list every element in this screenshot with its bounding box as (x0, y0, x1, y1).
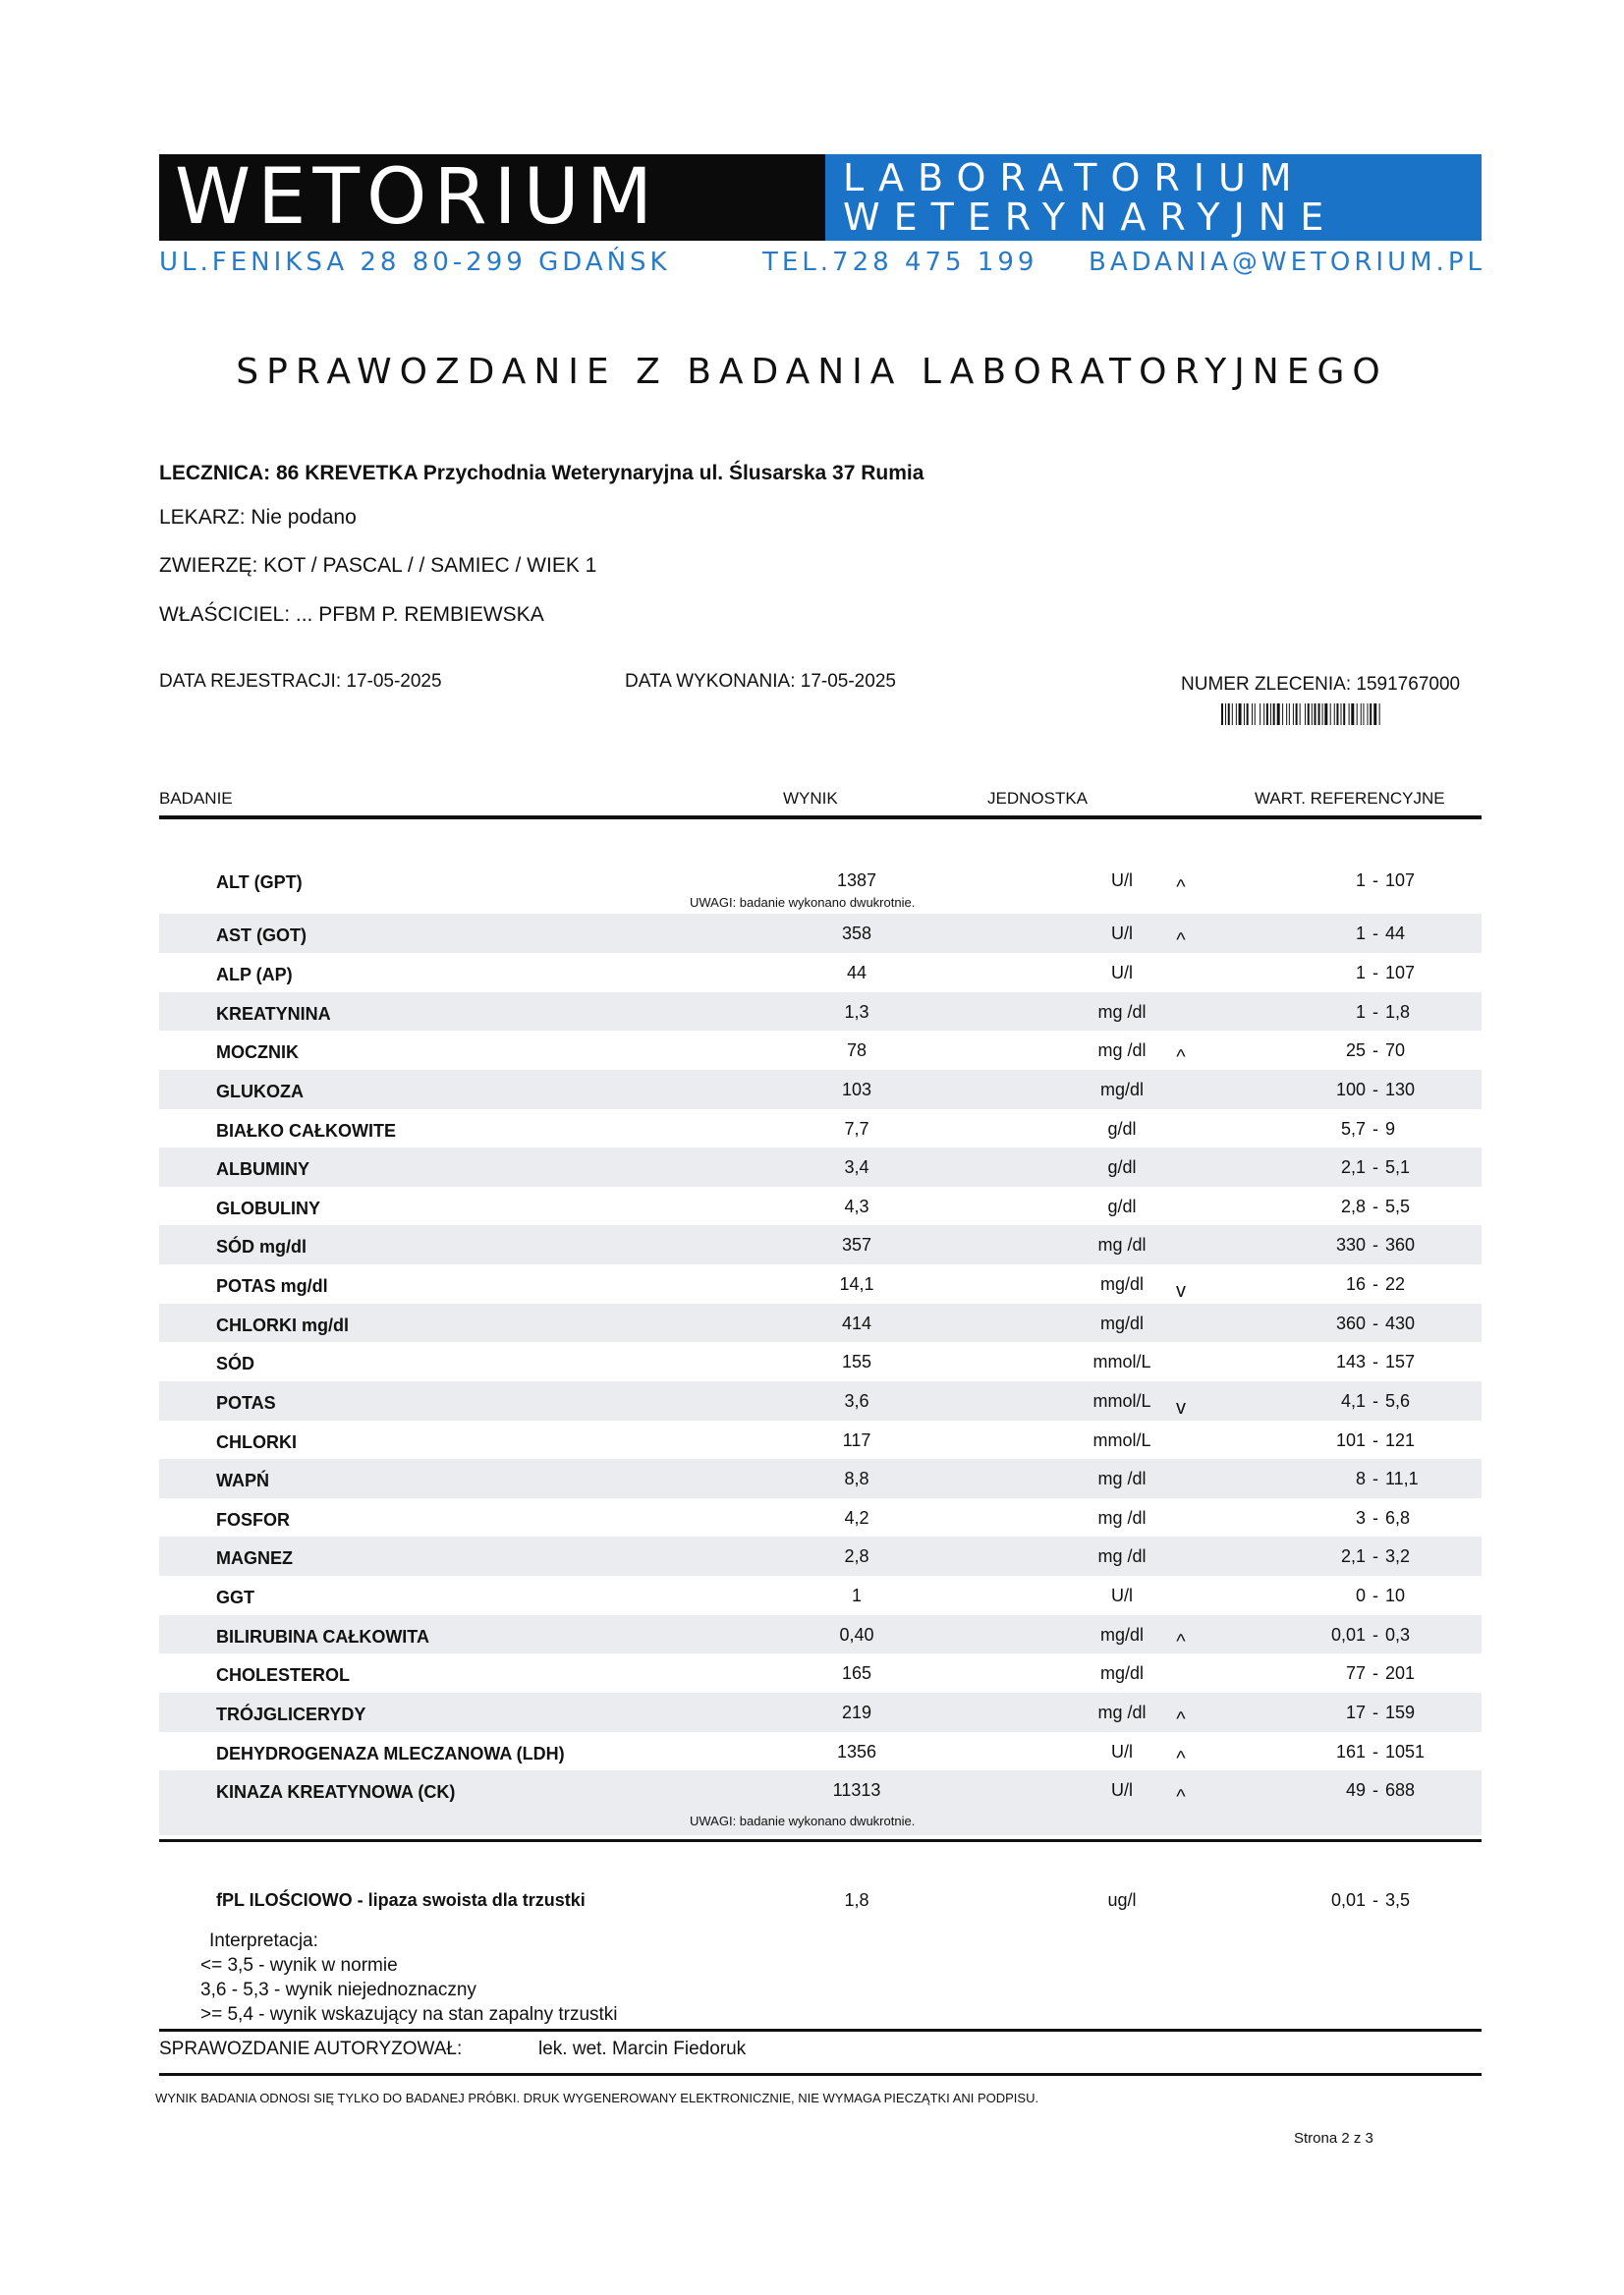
clinic-line (159, 462, 924, 485)
ref-dash: - (1372, 1546, 1378, 1566)
result-value: 44 (846, 963, 868, 982)
table-row (159, 1109, 1482, 1148)
ref-low: 161 (1335, 1742, 1366, 1762)
test-name: POTAS (216, 1393, 276, 1413)
result-unit: mg /dl (1097, 1546, 1147, 1566)
ref-high: 159 (1385, 1703, 1416, 1722)
test-name: MOCZNIK (216, 1042, 299, 1062)
ref-dash: - (1372, 1469, 1378, 1488)
result-value: 2,8 (844, 1546, 869, 1566)
ref-high: 107 (1385, 963, 1416, 982)
phone: TEL.728 475 199 (762, 248, 1038, 277)
header-unit: JEDNOSTKA (987, 789, 1089, 808)
ref-low: 0,01 (1330, 1625, 1366, 1645)
table-row (159, 1770, 1482, 1835)
fpl-ref-hi: 3,5 (1385, 1890, 1411, 1910)
test-name: DEHYDROGENAZA MLECZANOWA (LDH) (216, 1744, 565, 1763)
result-unit: mg/dl (1099, 1080, 1144, 1099)
test-name: ALBUMINY (216, 1159, 309, 1179)
result-value: 1 (851, 1586, 862, 1605)
ref-high: 44 (1385, 924, 1406, 943)
ref-dash: - (1372, 1663, 1378, 1683)
result-unit: U/l (1111, 924, 1133, 943)
test-name: SÓD (216, 1354, 255, 1373)
ref-low: 16 (1345, 1274, 1366, 1294)
report-title: SPRAWOZDANIE Z BADANIA LABORATORYJNEGO (236, 352, 1388, 392)
ref-dash: - (1372, 924, 1378, 943)
result-unit: mmol/L (1092, 1352, 1151, 1371)
owner-line: WŁAŚCICIEL: ... PFBM P. REMBIEWSKA (159, 603, 544, 626)
fpl-value: 1,8 (844, 1890, 869, 1910)
table-row (159, 1421, 1482, 1459)
ref-dash: - (1372, 1314, 1378, 1333)
test-name: TRÓJGLICERYDY (216, 1705, 366, 1724)
test-name: ALP (AP) (216, 965, 293, 984)
ref-dash: - (1372, 1040, 1378, 1060)
ref-low: 0 (1355, 1586, 1366, 1605)
registration-date: DATA REJESTRACJI: 17-05-2025 (159, 671, 442, 692)
table-row (159, 992, 1482, 1031)
interpretation-title: Interpretacja: (209, 1931, 318, 1951)
table-row (159, 1264, 1482, 1304)
table-row (159, 914, 1482, 953)
test-name: CHOLESTEROL (216, 1665, 351, 1685)
ref-low: 17 (1345, 1703, 1366, 1722)
ref-high: 10 (1385, 1586, 1406, 1605)
interpretation-block (200, 1929, 618, 2027)
test-name: KINAZA KREATYNOWA (CK) (216, 1782, 456, 1802)
result-unit: g/dl (1107, 1197, 1137, 1216)
ref-low: 8 (1355, 1469, 1366, 1488)
result-value: 357 (841, 1235, 872, 1255)
clinic-label: LECZNICA: (159, 462, 271, 484)
authorization-top-rule (159, 2029, 1482, 2032)
result-value: 14,1 (839, 1274, 874, 1294)
ref-high: 70 (1385, 1040, 1406, 1060)
interpretation-line: <= 3,5 - wynik w normie (200, 1955, 398, 1976)
result-unit: U/l (1111, 963, 1133, 982)
test-name: GGT (216, 1588, 254, 1607)
fpl-unit: ug/l (1107, 1890, 1137, 1910)
ref-high: 9 (1385, 1119, 1396, 1139)
ref-low: 2,1 (1340, 1546, 1366, 1566)
ref-dash: - (1372, 1430, 1378, 1450)
barcode-icon (1221, 703, 1449, 725)
email: BADANIA@WETORIUM.PL (1089, 248, 1485, 277)
ref-low: 2,1 (1340, 1157, 1366, 1177)
result-unit: U/l (1111, 1742, 1133, 1762)
table-row (159, 953, 1482, 992)
table-row (159, 1031, 1482, 1070)
ref-dash: - (1372, 1352, 1378, 1371)
result-unit: mg/dl (1099, 1274, 1144, 1294)
test-name: GLUKOZA (216, 1082, 304, 1101)
ref-low: 4,1 (1340, 1391, 1366, 1411)
execution-date: DATA WYKONANIA: 17-05-2025 (625, 671, 896, 692)
ref-high: 130 (1385, 1080, 1416, 1099)
result-unit: mg/dl (1099, 1663, 1144, 1683)
result-unit: mg /dl (1097, 1703, 1147, 1722)
table-bottom-rule (159, 1839, 1482, 1842)
ref-high: 157 (1385, 1352, 1416, 1371)
ref-high: 0,3 (1385, 1625, 1411, 1645)
fpl-row (159, 1886, 1482, 1916)
result-value: 165 (841, 1663, 872, 1683)
result-value: 117 (842, 1430, 871, 1450)
header-rule (159, 815, 1482, 819)
authorizing-doctor: lek. wet. Marcin Fiedoruk (538, 2039, 747, 2059)
flag-high-icon: ^ (1176, 1748, 1186, 1769)
ref-high: 5,5 (1385, 1197, 1411, 1216)
flag-high-icon: ^ (1176, 1631, 1186, 1652)
ref-dash: - (1372, 1780, 1378, 1800)
result-value: 358 (841, 924, 872, 943)
logo-main-text: WETORIUM (175, 153, 660, 242)
result-value: 1,3 (844, 1002, 869, 1022)
test-name: BILIRUBINA CAŁKOWITA (216, 1627, 429, 1647)
logo-line2: WETERYNARYJNE (843, 196, 1338, 239)
test-name: POTAS mg/dl (216, 1276, 328, 1296)
ref-low: 25 (1345, 1040, 1366, 1060)
flag-low-icon: v (1176, 1397, 1186, 1419)
result-value: 103 (841, 1080, 872, 1099)
result-unit: g/dl (1107, 1119, 1137, 1139)
clinic-value: 86 KREVETKA Przychodnia Weterynaryjna ul. Ślusarska 37 Rumia (276, 462, 924, 484)
test-name: SÓD mg/dl (216, 1237, 308, 1257)
ref-low: 100 (1335, 1080, 1366, 1099)
ref-low: 5,7 (1340, 1119, 1366, 1139)
ref-low: 330 (1335, 1235, 1366, 1255)
table-row (159, 1225, 1482, 1264)
ref-dash: - (1372, 1119, 1378, 1139)
result-value: 4,2 (844, 1508, 869, 1528)
result-value: 0,40 (839, 1625, 874, 1645)
result-unit: g/dl (1107, 1157, 1137, 1177)
authorization-label: SPRAWOZDANIE AUTORYZOWAŁ: (159, 2039, 463, 2059)
test-name: AST (GOT) (216, 925, 307, 945)
ref-dash: - (1372, 1235, 1378, 1255)
test-name: CHLORKI mg/dl (216, 1315, 349, 1335)
table-row (159, 1342, 1482, 1381)
row-note: UWAGI: badanie wykonano dwukrotnie. (690, 895, 916, 910)
logo-wetorium (159, 154, 825, 241)
test-name: MAGNEZ (216, 1548, 293, 1568)
result-unit: mg /dl (1097, 1508, 1147, 1528)
test-name: BIAŁKO CAŁKOWITE (216, 1121, 396, 1141)
doctor-line: LEKARZ: Nie podano (159, 506, 357, 529)
ref-high: 430 (1385, 1314, 1416, 1333)
table-row (159, 1459, 1482, 1498)
flag-high-icon: ^ (1176, 1708, 1186, 1730)
result-value: 4,3 (844, 1197, 869, 1216)
ref-dash: - (1372, 1002, 1378, 1022)
result-value: 7,7 (844, 1119, 869, 1139)
table-row (159, 1148, 1482, 1187)
ref-low: 101 (1335, 1430, 1366, 1450)
table-row (159, 1498, 1482, 1537)
test-name: KREATYNINA (216, 1004, 331, 1024)
ref-high: 107 (1385, 870, 1416, 890)
ref-high: 11,1 (1385, 1469, 1419, 1488)
table-row (159, 1537, 1482, 1576)
order-number: NUMER ZLECENIA: 1591767000 (1181, 674, 1461, 695)
flag-low-icon: v (1176, 1280, 1186, 1302)
flag-high-icon: ^ (1176, 929, 1186, 951)
ref-dash: - (1372, 870, 1378, 890)
fpl-ref-lo: 0,01 (1330, 1890, 1366, 1910)
result-unit: U/l (1111, 1780, 1133, 1800)
result-unit: mg /dl (1097, 1040, 1147, 1060)
result-value: 78 (846, 1040, 868, 1060)
table-row (159, 859, 1482, 914)
ref-dash: - (1372, 1157, 1378, 1177)
flag-high-icon: ^ (1176, 1786, 1186, 1808)
ref-high: 3,2 (1385, 1546, 1411, 1566)
logo-laboratorium-block (825, 154, 1482, 241)
ref-low: 1 (1355, 1002, 1366, 1022)
header-reference: WART. REFERENCYJNE (1255, 789, 1445, 808)
ref-dash: - (1372, 1586, 1378, 1605)
ref-high: 5,1 (1385, 1157, 1411, 1177)
table-row (159, 1381, 1482, 1421)
result-unit: mg/dl (1099, 1625, 1144, 1645)
ref-high: 1,8 (1385, 1002, 1411, 1022)
table-row (159, 1693, 1482, 1732)
page-number: Strona 2 z 3 (1294, 2130, 1373, 2147)
ref-high: 121 (1385, 1430, 1416, 1450)
ref-low: 49 (1345, 1780, 1366, 1800)
result-value: 1356 (836, 1742, 877, 1762)
ref-low: 1 (1355, 870, 1366, 890)
fpl-ref-dash: - (1372, 1890, 1378, 1910)
test-name: ALT (GPT) (216, 872, 303, 892)
table-row (159, 1576, 1482, 1615)
authorization-bottom-rule (159, 2073, 1482, 2076)
result-unit: mmol/L (1092, 1391, 1151, 1411)
ref-dash: - (1372, 1625, 1378, 1645)
result-value: 3,4 (844, 1157, 869, 1177)
ref-low: 1 (1355, 924, 1366, 943)
ref-low: 77 (1345, 1663, 1366, 1683)
address: UL.FENIKSA 28 80-299 GDAŃSK (159, 248, 671, 277)
result-unit: mg /dl (1097, 1002, 1147, 1022)
test-name: WAPŃ (216, 1471, 269, 1490)
footer-note: WYNIK BADANIA ODNOSI SIĘ TYLKO DO BADANEJ PRÓBKI. DRUK WYGENEROWANY ELEKTRONICZNIE, NIE WYMAGA PIECZĄTKI ANI PODPISU. (155, 2091, 1039, 2105)
logo-line1: LABORATORIUM (843, 156, 1306, 199)
row-note: UWAGI: badanie wykonano dwukrotnie. (690, 1814, 916, 1828)
ref-high: 1051 (1385, 1742, 1426, 1762)
ref-dash: - (1372, 1274, 1378, 1294)
flag-high-icon: ^ (1176, 876, 1186, 898)
result-value: 219 (841, 1703, 872, 1722)
result-unit: mmol/L (1092, 1430, 1151, 1450)
result-unit: U/l (1111, 870, 1133, 890)
ref-high: 360 (1385, 1235, 1416, 1255)
result-unit: mg /dl (1097, 1469, 1147, 1488)
ref-dash: - (1372, 1391, 1378, 1411)
ref-dash: - (1372, 1080, 1378, 1099)
result-value: 8,8 (844, 1469, 869, 1488)
ref-dash: - (1372, 1508, 1378, 1528)
ref-low: 360 (1335, 1314, 1366, 1333)
result-value: 3,6 (844, 1391, 869, 1411)
table-row (159, 1304, 1482, 1342)
result-value: 414 (841, 1314, 872, 1333)
ref-low: 1 (1355, 963, 1366, 982)
ref-low: 3 (1355, 1508, 1366, 1528)
table-row (159, 1615, 1482, 1653)
ref-high: 22 (1385, 1274, 1406, 1294)
ref-dash: - (1372, 963, 1378, 982)
fpl-name: fPL ILOŚCIOWO - lipaza swoista dla trzustki (216, 1890, 586, 1910)
contact-bar (159, 248, 1485, 283)
ref-high: 6,8 (1385, 1508, 1411, 1528)
result-unit: mg/dl (1099, 1314, 1144, 1333)
result-value: 155 (841, 1352, 872, 1371)
table-row (159, 1070, 1482, 1109)
result-value: 1387 (836, 870, 877, 890)
result-unit: U/l (1111, 1586, 1133, 1605)
interpretation-line: >= 5,4 - wynik wskazujący na stan zapalny trzustki (200, 2004, 618, 2025)
result-value: 11313 (832, 1780, 881, 1800)
ref-dash: - (1372, 1703, 1378, 1722)
ref-low: 2,8 (1340, 1197, 1366, 1216)
table-row (159, 1732, 1482, 1770)
animal-line: ZWIERZĘ: KOT / PASCAL / / SAMIEC / WIEK 1 (159, 554, 597, 577)
ref-high: 688 (1385, 1780, 1416, 1800)
header-result: WYNIK (783, 789, 838, 808)
flag-high-icon: ^ (1176, 1046, 1186, 1068)
table-row (159, 1187, 1482, 1225)
ref-dash: - (1372, 1197, 1378, 1216)
test-name: GLOBULINY (216, 1199, 320, 1218)
test-name: FOSFOR (216, 1510, 290, 1530)
interpretation-line: 3,6 - 5,3 - wynik niejednoznaczny (200, 1980, 476, 2000)
ref-high: 5,6 (1385, 1391, 1411, 1411)
ref-low: 143 (1335, 1352, 1366, 1371)
ref-high: 201 (1385, 1663, 1416, 1683)
test-name: CHLORKI (216, 1432, 297, 1452)
header-test: BADANIE (159, 789, 233, 808)
table-row (159, 1653, 1482, 1693)
result-unit: mg /dl (1097, 1235, 1147, 1255)
ref-dash: - (1372, 1742, 1378, 1762)
